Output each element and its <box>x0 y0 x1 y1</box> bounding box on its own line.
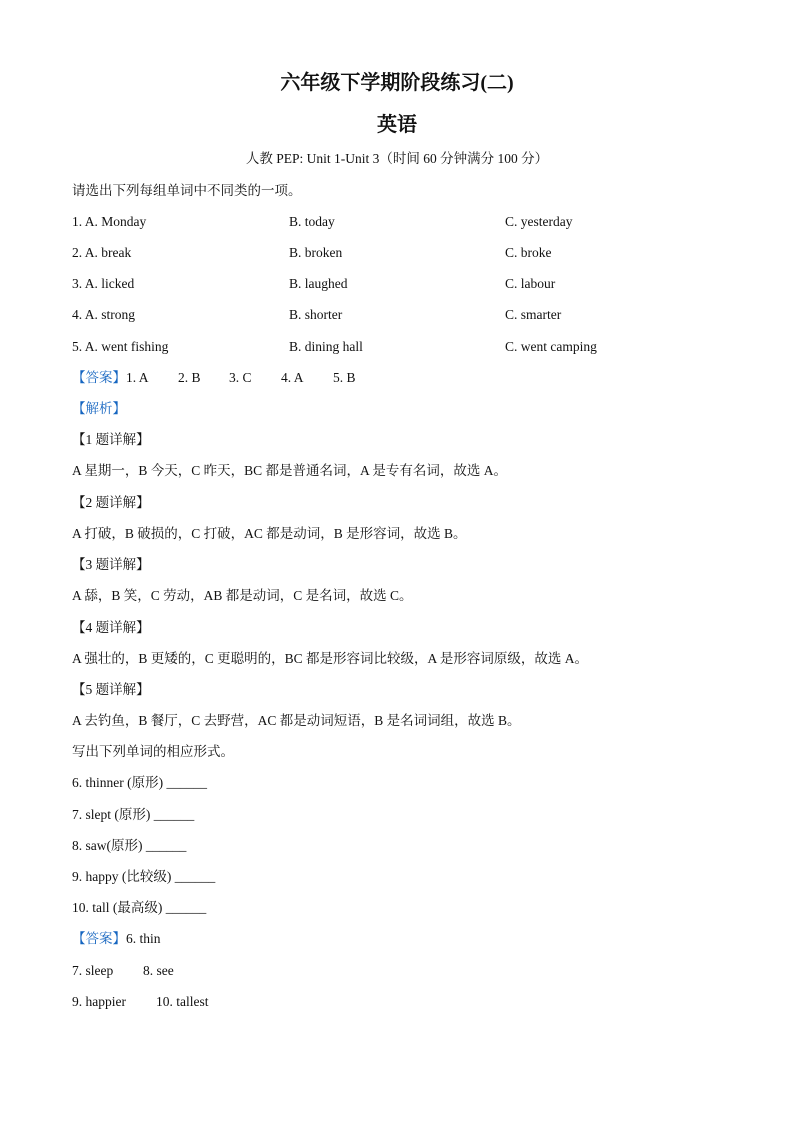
detail-text: A 打破，B 破损的，C 打破，AC 都是动词，B 是形容词，故选 B。 <box>72 526 467 541</box>
detail-text: A 舔，B 笑，C 劳动，AB 都是动词，C 是名词，故选 C。 <box>72 588 413 603</box>
option-c: C. yesterday <box>505 214 573 229</box>
answer-item: 3. C <box>229 370 252 385</box>
detail-heading: 【3 题详解】 <box>72 557 150 572</box>
detail-heading: 【5 题详解】 <box>72 682 150 697</box>
answer-tag: 【答案】 <box>72 931 126 946</box>
answer-item: 2. B <box>178 370 201 385</box>
answer-item: 6. thin <box>126 931 161 946</box>
fill-question: 10. tall (最高级) ______ <box>72 900 207 915</box>
answer-line <box>72 930 161 948</box>
answer-line <box>72 369 356 387</box>
fill-question: 8. saw(原形) ______ <box>72 838 187 853</box>
page-title: 六年级下学期阶段练习(二) <box>280 72 514 94</box>
option-a: 4. A. strong <box>72 307 136 322</box>
answer-tag: 【答案】 <box>72 370 126 385</box>
answer-item: 9. happier <box>72 994 126 1009</box>
answer-item: 1. A <box>126 370 149 385</box>
answer-line <box>72 993 209 1011</box>
option-c: C. went camping <box>505 339 597 354</box>
option-c: C. smarter <box>505 307 562 322</box>
fill-question: 6. thinner (原形) ______ <box>72 775 207 790</box>
detail-heading: 【4 题详解】 <box>72 620 150 635</box>
detail-heading: 【2 题详解】 <box>72 495 150 510</box>
option-b: B. laughed <box>289 276 348 291</box>
option-b: B. today <box>289 214 335 229</box>
answer-item: 10. tallest <box>156 994 209 1009</box>
option-a: 5. A. went fishing <box>72 339 169 354</box>
exam-scope: 人教 PEP: Unit 1-Unit 3（时间 60 分钟满分 100 分） <box>245 151 549 166</box>
detail-text: A 强壮的，B 更矮的，C 更聪明的，BC 都是形容词比较级，A 是形容词原级，故选 A。 <box>72 651 589 666</box>
detail-heading: 【1 题详解】 <box>72 432 150 447</box>
answer-line <box>72 962 174 980</box>
answer-item: 8. see <box>143 963 174 978</box>
option-a: 3. A. licked <box>72 276 135 291</box>
option-b: B. dining hall <box>289 339 363 354</box>
section2-instruction: 写出下列单词的相应形式。 <box>72 744 234 759</box>
option-a: 2. A. break <box>72 245 132 260</box>
fill-question: 7. slept (原形) ______ <box>72 807 195 822</box>
option-c: C. labour <box>505 276 556 291</box>
fill-question: 9. happy (比较级) ______ <box>72 869 216 884</box>
option-a: 1. A. Monday <box>72 214 147 229</box>
answer-item: 7. sleep <box>72 963 114 978</box>
section1-instruction: 请选出下列每组单词中不同类的一项。 <box>72 183 302 198</box>
answer-item: 5. B <box>333 370 356 385</box>
answer-item: 4. A <box>281 370 304 385</box>
subject-heading: 英语 <box>377 114 417 136</box>
detail-text: A 去钓鱼，B 餐厅，C 去野营，AC 都是动词短语，B 是名词词组，故选 B。 <box>72 713 521 728</box>
option-c: C. broke <box>505 245 552 260</box>
detail-text: A 星期一，B 今天，C 昨天，BC 都是普通名词，A 是专有名词，故选 A。 <box>72 463 508 478</box>
option-b: B. broken <box>289 245 343 260</box>
option-b: B. shorter <box>289 307 343 322</box>
analysis-tag: 【解析】 <box>72 401 126 416</box>
